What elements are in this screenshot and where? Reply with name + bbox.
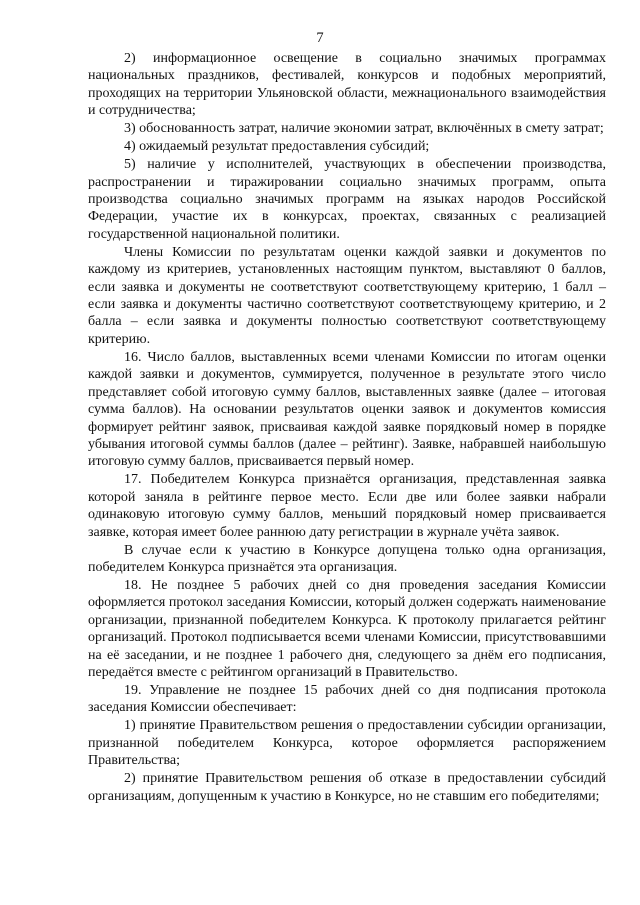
paragraph: 2) принятие Правительством решения об отказе в предоставлении субсидий организациям, допущенным к участию в Конкурсе, но не ставшим его победителями; xyxy=(88,771,606,804)
paragraph: 3) обоснованность затрат, наличие экономии затрат, включённых в смету затрат; xyxy=(124,121,604,137)
page-number: 7 xyxy=(316,30,324,46)
paragraph: 19. Управление не позднее 15 рабочих дней со дня подписания протокола заседания Комиссии обеспечивает: xyxy=(88,682,606,716)
document-body xyxy=(88,50,606,805)
paragraph: 16. Число баллов, выставленных всеми членами Комиссии по итогам оценки каждой заявки и документов, суммируется, полученное в результате этого число представляет собой итоговую сумму баллов, выставленных заявке (далее – итоговая сумма баллов). На основании результатов оценки заявок и документов комиссия формирует рейтинг заявок, присваивая каждой заявке порядковый номер в порядке убывания итоговой суммы баллов (далее – рейтинг). Заявке, набравшей наибольшую итоговую сумму баллов, присваивается первый номер. xyxy=(88,349,606,470)
paragraph: 4) ожидаемый результат предоставления субсидий; xyxy=(124,139,430,155)
paragraph: 5) наличие у исполнителей, участвующих в обеспечении производства, распространении и тиражировании социально значимых программ, опыта производства социально значимых программ на языках народов Российской Федерации, участие их в конкурсах, проектах, связанных с реализацией государственной национальной политики. xyxy=(88,157,606,242)
paragraph: 1) принятие Правительством решения о предоставлении субсидии организации, признанной победителем Конкурса, которое оформляется распоряжением Правительства; xyxy=(88,718,606,769)
paragraph: 17. Победителем Конкурса признаётся организация, представленная заявка которой заняла в рейтинге первое место. Если две или более заявки набрали одинаковую итоговую сумму баллов, меньший порядковый номер присваивается заявке, которая имеет более раннюю дату регистрации в журнале учёта заявок. xyxy=(88,472,606,540)
paragraph: Члены Комиссии по результатам оценки каждой заявки и документов по каждому из критериев, установленных настоящим пунктом, выставляют 0 баллов, если заявка и документы не соответствуют соответствующему критерию, 1 балл – если заявка и документы частично соответствуют соответствующему критерию, и 2 балла – если заявка и документы полностью соответствуют соответствующему критерию. xyxy=(88,244,606,347)
paragraph: 18. Не позднее 5 рабочих дней со дня проведения заседания Комиссии оформляется протокол заседания Комиссии, который должен содержать наименование организации, признанной победителем Конкурса. К протоколу прилагается рейтинг организаций. Протокол подписывается всеми членами Комиссии, присутствовавшими на её заседании, и не позднее 1 рабочего дня, следующего за днём его подписания, передаётся вместе с рейтингом организаций в Правительство. xyxy=(88,577,606,680)
paragraph: В случае если к участию в Конкурсе допущена только одна организация, победителем Конкурса признаётся эта организация. xyxy=(88,542,606,575)
paragraph: 2) информационное освещение в социально значимых программах национальных праздников, фестивалей, конкурсов и подобных мероприятий, проходящих на территории Ульяновской области, межнационального взаимодействия и сотрудничества; xyxy=(88,51,606,119)
